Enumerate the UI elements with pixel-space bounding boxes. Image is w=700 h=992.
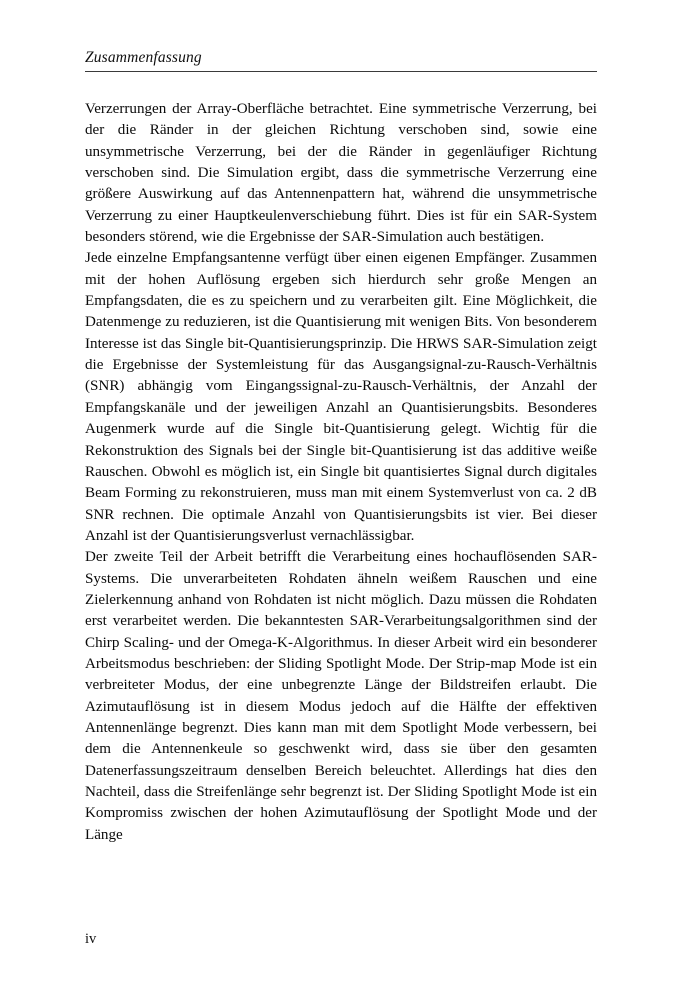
header-title: Zusammenfassung [85,49,202,66]
running-header [85,48,597,72]
body-text [85,99,597,846]
paragraph: Jede einzelne Empfangsantenne verfügt über einen eigenen Empfänger. Zusammen mit der hohen Auflösung ergeben sich hierdurch sehr große Mengen an Empfangsdaten, die es zu speichern und zu verarbeiten gilt. Eine Möglichkeit, die Datenmenge zu reduzieren, ist die Quantisierung mit wenigen Bits. Von besonderem Interesse ist das Single bit-Quantisierungsprinzip. Die HRWS SAR-Simulation zeigt die Ergebnisse der Systemleistung für das Ausgangsignal-zu-Rausch-Verhältnis (SNR) abhängig vom Eingangssignal-zu-Rausch-Verhältnis, der Anzahl der Empfangskanäle und der jeweiligen Anzahl an Quantisierungsbits. Besonderes Augenmerk wurde auf die Single bit-Quantisierung gelegt. Wichtig für die Rekonstruktion des Signals bei der Single bit-Quantisierung ist das additive weiße Rauschen. Obwohl es möglich ist, ein Single bit quantisiertes Signal durch digitales Beam Forming zu rekonstruieren, muss man mit einem Systemverlust von ca. 2 dB SNR rechnen. Die optimale Anzahl von Quantisierungsbits ist vier. Bei dieser Anzahl ist der Quantisierungsverlust vernachlässigbar. [85,250,597,544]
paragraph: Verzerrungen der Array-Oberfläche betrachtet. Eine symmetrische Verzerrung, bei der die Ränder in der gleichen Richtung verschoben sind, sowie eine unsymmetrische Verzerrung, bei der die Ränder in gegenläufiger Richtung verschoben sind. Die Simulation ergibt, dass die symmetrische Verzerrung eine größere Auswirkung auf das Antennenpattern hat, während die unsymmetrische Verzerrung zu einer Hauptkeulenverschiebung führt. Dies ist für ein SAR-System besonders störend, wie die Ergebnisse der SAR-Simulation auch bestätigen. [85,101,597,246]
page-number: iv [85,931,97,947]
paragraph: Der zweite Teil der Arbeit betrifft die Verarbeitung eines hochauflösenden SAR-Systems. Die unverarbeiteten Rohdaten ähneln weißem Rauschen und eine Zielerkennung anhand von Rohdaten ist nicht möglich. Dazu müssen die Rohdaten erst verarbeitet werden. Die bekanntesten SAR-Verarbeitungsalgorithmen sind der Chirp Scaling- und der Omega-K-Algorithmus. In dieser Arbeit wird ein besonderer Arbeitsmodus beschrieben: der Sliding Spotlight Mode. Der Strip-map Mode ist ein verbreiteter Modus, der eine unbegrenzte Länge der Bildstreifen erlaubt. Die Azimutauflösung ist in diesem Modus jedoch auf die Hälfte der effektiven Antennenlänge begrenzt. Dies kann man mit dem Spotlight Mode verbessern, bei dem die Antennenkeule so geschwenkt wird, dass sie über den gesamten Datenerfassungszeitraum denselben Bereich beleuchtet. Allerdings hat dies den Nachteil, dass die Streifenlänge sehr begrenzt ist. Der Sliding Spotlight Mode ist ein Kompromiss zwischen der hohen Azimutauflösung der Spotlight Mode und der Länge [85,549,597,843]
header-rule [85,71,597,72]
